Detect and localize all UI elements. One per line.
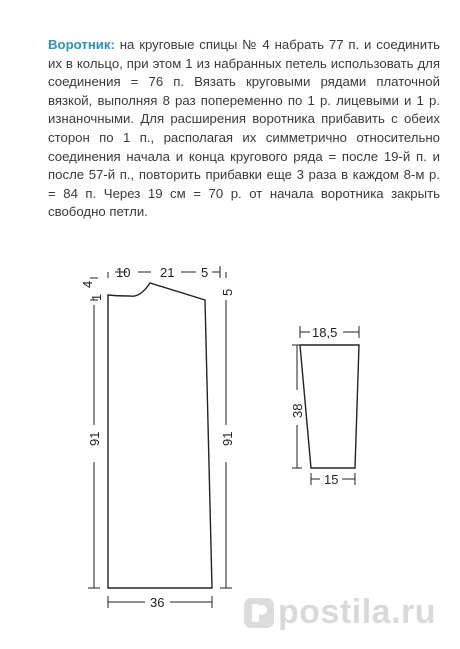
left-height-label: 91: [87, 431, 102, 446]
collar-instructions: на круговые спицы № 4 набрать 77 п. и соединить их в кольцо, при этом 1 из набранных петель использовать для соединения = 76 п. Вязать круговыми рядами платочной вязкой, выполняя 8 раз попеременно по 1 р. лицевыми и 1 р. изнаночными. Для расширения воротника прибавить с обеих сторон по 1 п., располагая их симметрично относительно соединения начала и конца кругового ряда = после 19-й п. и после 57-й п., повторить прибавки еще 3 раза в каждом 8-м р. = 84 п. Через 19 см = 70 р. от начала воротника закрыть свободно петли.: [48, 37, 440, 220]
right-height-label: 91: [220, 431, 235, 446]
watermark: [278, 592, 436, 632]
watermark-logo-icon: [244, 598, 274, 628]
right-top-label: 5: [220, 288, 235, 296]
left-extra-label: 1: [89, 293, 104, 301]
armhole-offset-label: 5: [201, 265, 209, 280]
bottom-width-label: 36: [150, 595, 165, 610]
sleeve-pattern-piece: [290, 325, 359, 487]
left-top-label: 4: [80, 280, 95, 288]
sleeve-bottom-width-label: 15: [324, 472, 339, 487]
collar-heading: Воротник:: [48, 37, 115, 52]
neck-width-label: 10: [116, 265, 131, 280]
sleeve-outline: [300, 345, 359, 468]
shoulder-width-label: 21: [160, 265, 175, 280]
body-pattern-piece: [80, 265, 235, 610]
body-outline: [108, 283, 212, 588]
watermark-text: postila.ru: [278, 592, 437, 631]
sleeve-height-label: 38: [290, 403, 305, 418]
sleeve-top-width-label: 18,5: [312, 325, 338, 340]
